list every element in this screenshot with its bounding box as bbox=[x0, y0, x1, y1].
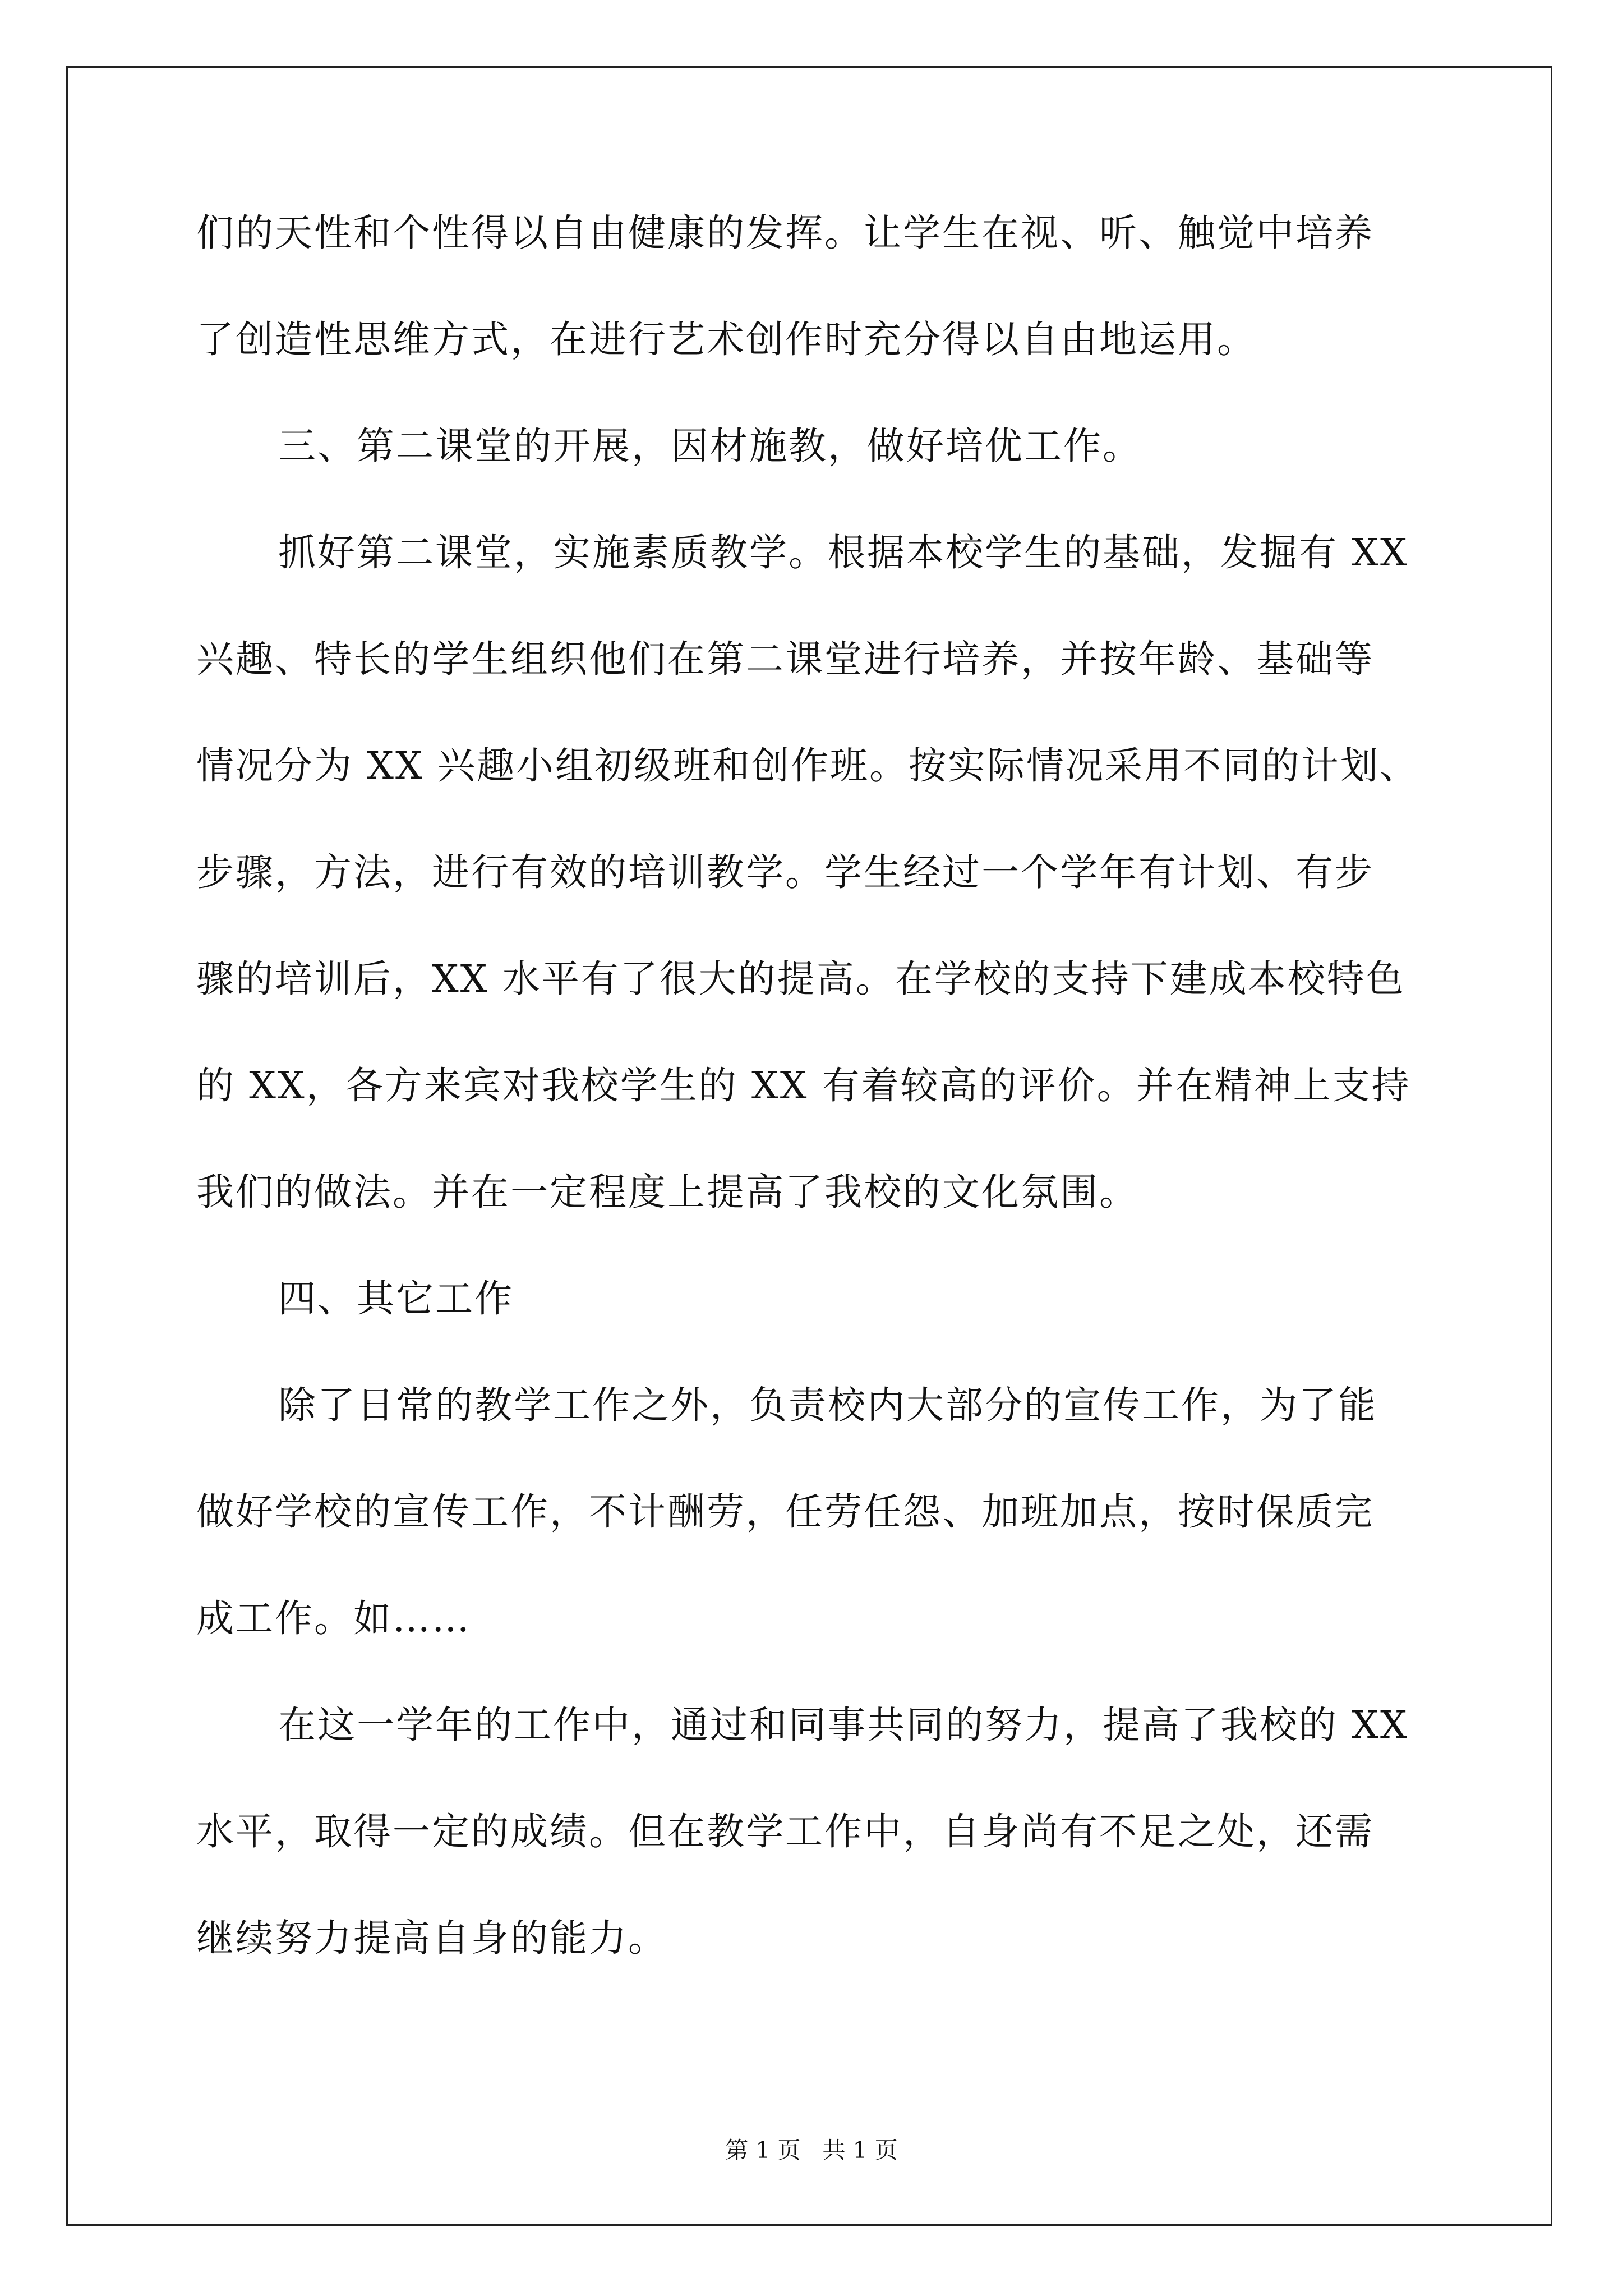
text-line: 了创造性思维方式，在进行艺术创作时充分得以自由地运用。 bbox=[196, 318, 1256, 361]
text-line: 情况分为 XX 兴趣小组初级班和创作班。按实际情况采用不同的计划、 bbox=[196, 744, 1419, 788]
text-line: 抓好第二课堂，实施素质教学。根据本校学生的基础，发掘有 XX bbox=[278, 531, 1409, 574]
page-number-footer: 第 1 页 共 1 页 bbox=[725, 2137, 898, 2164]
section-heading: 三、第二课堂的开展，因材施教，做好培优工作。 bbox=[278, 424, 1142, 468]
text-line: 水平，取得一定的成绩。但在教学工作中，自身尚有不足之处，还需 bbox=[196, 1810, 1374, 1853]
text-line: 在这一学年的工作中，通过和同事共同的努力，提高了我校的 XX bbox=[278, 1703, 1409, 1747]
text-line: 们的天性和个性得以自由健康的发挥。让学生在视、听、触觉中培养 bbox=[196, 211, 1374, 255]
text-line: 兴趣、特长的学生组织他们在第二课堂进行培养，并按年龄、基础等 bbox=[196, 637, 1374, 681]
page-border bbox=[66, 66, 1552, 2226]
section-heading: 四、其它工作 bbox=[278, 1277, 514, 1320]
text-line: 我们的做法。并在一定程度上提高了我校的文化氛围。 bbox=[196, 1170, 1138, 1214]
text-line: 做好学校的宣传工作，不计酬劳，任劳任怨、加班加点，按时保质完 bbox=[196, 1490, 1374, 1534]
text-line: 的 XX，各方来宾对我校学生的 XX 有着较高的评价。并在精神上支持 bbox=[196, 1064, 1411, 1107]
text-line: 骤的培训后，XX 水平有了很大的提高。在学校的支持下建成本校特色 bbox=[196, 957, 1405, 1001]
text-line: 成工作。如…… bbox=[196, 1596, 471, 1640]
text-line: 继续努力提高自身的能力。 bbox=[196, 1916, 667, 1960]
text-line: 步骤，方法，进行有效的培训教学。学生经过一个学年有计划、有步 bbox=[196, 850, 1374, 894]
text-line: 除了日常的教学工作之外，负责校内大部分的宣传工作，为了能 bbox=[278, 1383, 1377, 1427]
